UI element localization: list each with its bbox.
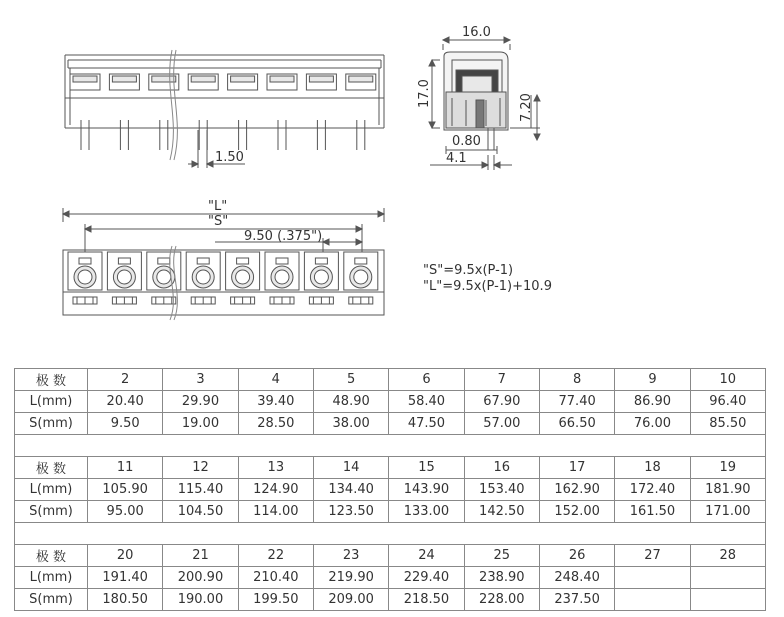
top-terminal — [186, 252, 220, 304]
table-cell: 19 — [690, 457, 765, 479]
table-cell: 6 — [389, 369, 464, 391]
table-cell: 38.00 — [313, 413, 388, 435]
front-terminal — [306, 74, 336, 90]
table-cell: 20.40 — [88, 391, 163, 413]
front-pin — [160, 120, 168, 150]
table-cell: 210.40 — [238, 567, 313, 589]
table-cell: 86.90 — [615, 391, 690, 413]
front-pin — [357, 120, 365, 150]
table-cell: 134.40 — [313, 479, 388, 501]
table-cell: 171.00 — [690, 501, 765, 523]
table-cell: 24 — [389, 545, 464, 567]
table-cell: 25 — [464, 545, 539, 567]
table-cell: 142.50 — [464, 501, 539, 523]
table-cell: 12 — [163, 457, 238, 479]
front-terminal — [228, 74, 258, 90]
dim-150: 1.50 — [215, 150, 244, 165]
table-cell — [615, 589, 690, 611]
dim-080: 0.80 — [452, 134, 481, 149]
front-pin — [239, 120, 247, 150]
table-cell: 124.90 — [238, 479, 313, 501]
table-spacer-row — [15, 435, 766, 457]
table-cell: 162.90 — [539, 479, 614, 501]
table-cell: 172.40 — [615, 479, 690, 501]
table-cell: 20 — [88, 545, 163, 567]
table-cell: 181.90 — [690, 479, 765, 501]
table-cell: 153.40 — [464, 479, 539, 501]
table-cell: 9.50 — [88, 413, 163, 435]
table-row — [15, 413, 766, 435]
front-pin — [317, 120, 325, 150]
table-cell: 3 — [163, 369, 238, 391]
front-terminal — [109, 74, 139, 90]
table-cell: 28 — [690, 545, 765, 567]
top-terminal — [68, 252, 102, 304]
front-pin — [278, 120, 286, 150]
table-cell: 76.00 — [615, 413, 690, 435]
front-pin — [120, 120, 128, 150]
top-terminal — [304, 252, 338, 304]
table-cell: 67.90 — [464, 391, 539, 413]
table-cell: 16 — [464, 457, 539, 479]
table-cell: 11 — [88, 457, 163, 479]
table-cell: 115.40 — [163, 479, 238, 501]
table-cell: 180.50 — [88, 589, 163, 611]
table-cell: 143.90 — [389, 479, 464, 501]
table-cell: 237.50 — [539, 589, 614, 611]
table-cell: 95.00 — [88, 501, 163, 523]
table-row — [15, 457, 766, 479]
front-terminal — [188, 74, 218, 90]
table-row — [15, 545, 766, 567]
table-cell: 133.00 — [389, 501, 464, 523]
table-row — [15, 479, 766, 501]
table-cell: 85.50 — [690, 413, 765, 435]
front-pin — [81, 120, 89, 150]
table-cell: 39.40 — [238, 391, 313, 413]
table-row — [15, 369, 766, 391]
table-cell: 17 — [539, 457, 614, 479]
table-cell: 238.90 — [464, 567, 539, 589]
row-header: L(mm) — [15, 391, 88, 413]
table-cell: 5 — [313, 369, 388, 391]
table-cell: 23 — [313, 545, 388, 567]
front-terminal — [346, 74, 376, 90]
table-cell: 4 — [238, 369, 313, 391]
spacer-cell — [15, 435, 766, 457]
dim-pitch: 9.50 (.375") — [244, 229, 323, 244]
table-cell: 18 — [615, 457, 690, 479]
table-cell: 28.50 — [238, 413, 313, 435]
top-terminal — [147, 252, 181, 304]
table-cell: 114.00 — [238, 501, 313, 523]
table-row — [15, 567, 766, 589]
table-row — [15, 589, 766, 611]
table-cell: 29.90 — [163, 391, 238, 413]
table-row — [15, 391, 766, 413]
table-cell: 161.50 — [615, 501, 690, 523]
dim-S: "S" — [208, 214, 229, 229]
row-header: L(mm) — [15, 479, 88, 501]
table-cell: 191.40 — [88, 567, 163, 589]
table-row — [15, 501, 766, 523]
table-cell: 9 — [615, 369, 690, 391]
table-cell: 218.50 — [389, 589, 464, 611]
table-cell: 200.90 — [163, 567, 238, 589]
table-cell: 57.00 — [464, 413, 539, 435]
table-cell: 152.00 — [539, 501, 614, 523]
table-cell: 219.90 — [313, 567, 388, 589]
table-cell — [615, 567, 690, 589]
table-cell: 248.40 — [539, 567, 614, 589]
table-cell: 26 — [539, 545, 614, 567]
formula-l: "L"=9.5x(P-1)+10.9 — [423, 279, 552, 294]
table-cell: 48.90 — [313, 391, 388, 413]
table-cell: 199.50 — [238, 589, 313, 611]
table-spacer-row — [15, 523, 766, 545]
table-cell: 96.40 — [690, 391, 765, 413]
top-terminal — [344, 252, 378, 304]
dim-16: 16.0 — [462, 25, 491, 40]
table-cell: 123.50 — [313, 501, 388, 523]
top-terminal — [107, 252, 141, 304]
table-cell: 66.50 — [539, 413, 614, 435]
table-cell: 15 — [389, 457, 464, 479]
table-cell: 105.90 — [88, 479, 163, 501]
table-cell: 2 — [88, 369, 163, 391]
table-cell: 19.00 — [163, 413, 238, 435]
table-cell: 7 — [464, 369, 539, 391]
row-header: 极 数 — [15, 369, 88, 391]
table-cell: 8 — [539, 369, 614, 391]
table-cell: 209.00 — [313, 589, 388, 611]
table-cell: 58.40 — [389, 391, 464, 413]
row-header: S(mm) — [15, 501, 88, 523]
front-pin — [199, 120, 207, 150]
front-terminal — [267, 74, 297, 90]
table-cell: 10 — [690, 369, 765, 391]
table-cell: 22 — [238, 545, 313, 567]
table-cell: 13 — [238, 457, 313, 479]
row-header: S(mm) — [15, 413, 88, 435]
top-terminal — [226, 252, 260, 304]
table-cell: 229.40 — [389, 567, 464, 589]
table-cell: 27 — [615, 545, 690, 567]
row-header: 极 数 — [15, 545, 88, 567]
table-cell: 77.40 — [539, 391, 614, 413]
spec-table — [14, 368, 766, 611]
formula-s: "S"=9.5x(P-1) — [423, 263, 514, 278]
dim-720: 7.20 — [519, 93, 534, 122]
top-terminal — [265, 252, 299, 304]
row-header: 极 数 — [15, 457, 88, 479]
table-cell: 47.50 — [389, 413, 464, 435]
table-cell: 190.00 — [163, 589, 238, 611]
dim-L: "L" — [208, 199, 228, 214]
dim-17: 17.0 — [417, 79, 432, 108]
table-cell: 21 — [163, 545, 238, 567]
dim-41: 4.1 — [446, 151, 467, 166]
row-header: L(mm) — [15, 567, 88, 589]
table-cell — [690, 589, 765, 611]
table-cell: 14 — [313, 457, 388, 479]
row-header: S(mm) — [15, 589, 88, 611]
table-cell: 104.50 — [163, 501, 238, 523]
front-terminal — [70, 74, 100, 90]
table-cell: 228.00 — [464, 589, 539, 611]
spacer-cell — [15, 523, 766, 545]
table-cell — [690, 567, 765, 589]
